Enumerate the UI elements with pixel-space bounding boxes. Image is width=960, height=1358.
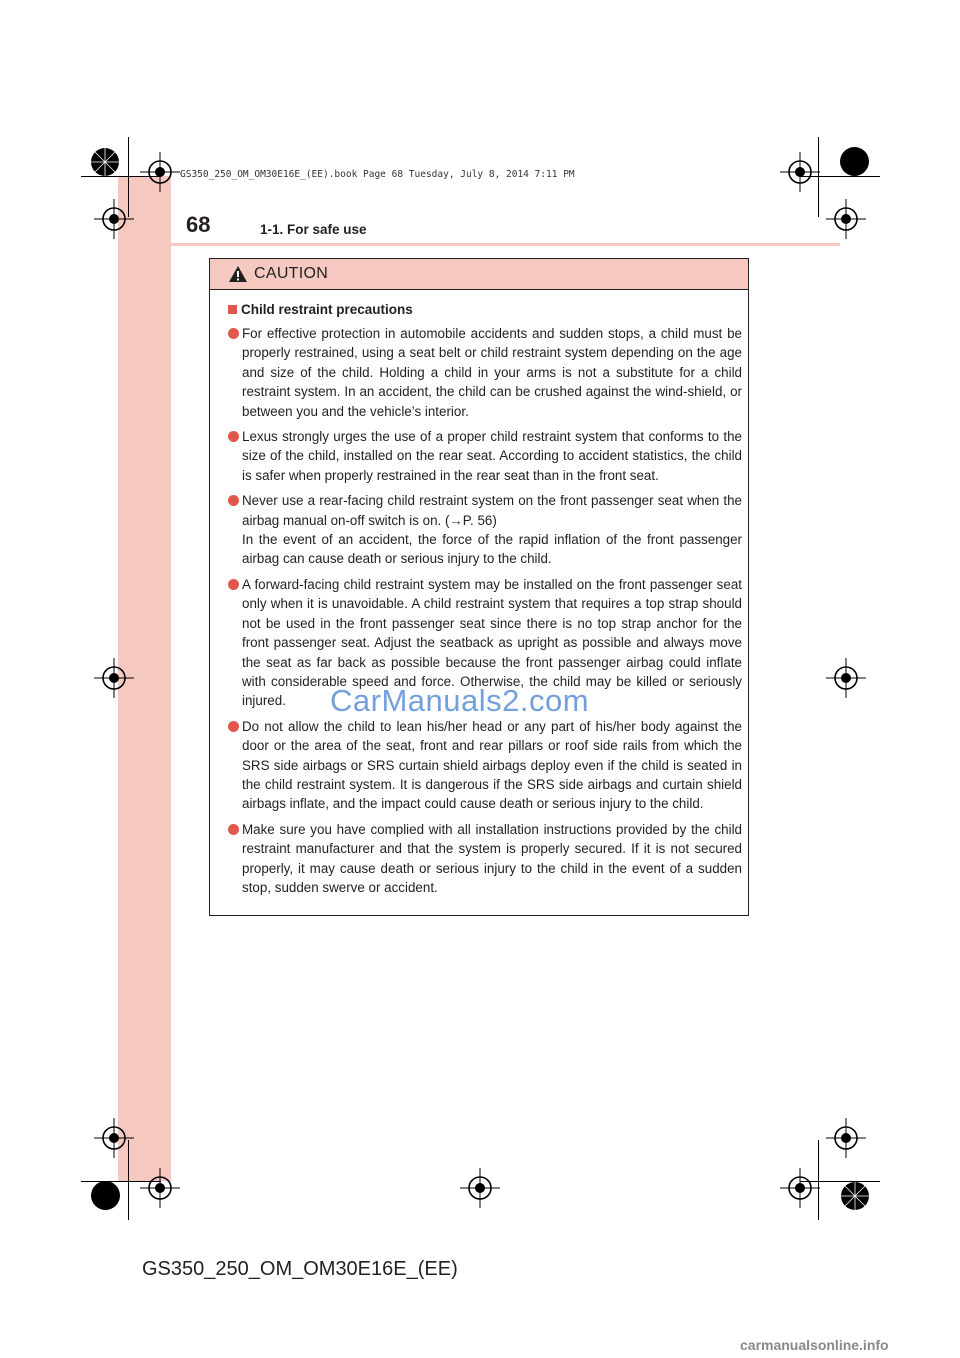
- bullet-dot-icon: [228, 824, 239, 835]
- list-item: [228, 717, 742, 814]
- header-rule: [118, 243, 840, 246]
- bullet-text: Lexus strongly urges the use of a proper child restraint system that conforms to the size of the child, installed on the rear seat. According to accident statistics, the child is safer when properly restrained in the rear seat than in the front seat.: [242, 429, 742, 483]
- page-number: 68: [186, 212, 211, 237]
- bullet-dot-icon: [228, 431, 239, 442]
- caution-title: CAUTION: [254, 265, 329, 282]
- registration-mark-icon: [826, 1118, 866, 1158]
- caution-subheading: [228, 302, 742, 317]
- registration-mark-icon: [94, 1118, 134, 1158]
- caution-header: [210, 259, 748, 290]
- registration-mark-icon: [94, 658, 134, 698]
- section-title: 1-1. For safe use: [260, 222, 367, 237]
- bullet-text: A forward-facing child restraint system may be installed on the front passenger seat only when it is unavoidable. A child restraint system that requires a top strap should not be used in the front passenger seat since there is no top strap anchor for the front passenger seat. Adjust the seatback as upright as possible and always move the seat as far back as possible because the front passenger airbag could inflate with considerable speed and force. Otherwise, the child may be killed or seriously injured.: [242, 576, 742, 709]
- watermark: CarManuals2.com: [330, 683, 590, 718]
- list-item: [228, 427, 742, 485]
- corner-dot: [840, 147, 869, 176]
- site-watermark: carmanualsonline.info: [740, 1337, 889, 1353]
- starburst-mark-icon: [840, 1181, 870, 1211]
- corner-dot: [91, 1181, 120, 1210]
- warning-triangle-icon: [228, 265, 248, 283]
- registration-mark-icon: [140, 152, 180, 192]
- bullet-text: For effective protection in automobile accidents and sudden stops, a child must be properly restrained, using a seat belt or child restraint system depending on the age and size of the child. Holding a child in your arms is not a substitute for a child restraint system. In an accident, the child can be crushed against the wind-shield, or between you and the vehicle’s interior.: [242, 326, 742, 419]
- bullet-dot-icon: [228, 495, 239, 506]
- square-bullet-icon: [228, 305, 237, 314]
- bullet-text: Make sure you have complied with all installation instructions provided by the child restraint manufacturer and that the system is properly secured. If it is not secured properly, it may cause death or serious injury to the child in the event of a sudden stop, sudden swerve or accident.: [242, 821, 742, 895]
- caution-box: [209, 258, 749, 916]
- registration-mark-icon: [460, 1168, 500, 1208]
- registration-mark-icon: [780, 152, 820, 192]
- list-item: [228, 324, 742, 421]
- print-info: GS350_250_OM_OM30E16E_(EE).book Page 68 Tuesday, July 8, 2014 7:11 PM: [180, 169, 575, 180]
- registration-mark-icon: [94, 199, 134, 239]
- bullet-text: Never use a rear-facing child restraint system on the front passenger seat when the airbag manual on-off switch is on. (→P. 56): [242, 493, 742, 528]
- bullet-dot-icon: [228, 721, 239, 732]
- registration-mark-icon: [826, 658, 866, 698]
- list-item: [228, 820, 742, 898]
- starburst-mark-icon: [90, 147, 120, 177]
- registration-mark-icon: [826, 199, 866, 239]
- bullet-dot-icon: [228, 328, 239, 339]
- subheading-text: Child restraint precautions: [241, 302, 413, 317]
- registration-mark-icon: [780, 1168, 820, 1208]
- bullet-text: Do not allow the child to lean his/her head or any part of his/her body against the door or the area of the seat, front and rear pillars or roof side rails from which the SRS side airbags or SRS curtain shield airbags deploy even if the child is seated in the child restraint system. It is dangerous if the SRS side airbags and curtain shield airbags inflate, and the impact could cause death or serious injury to the child.: [242, 718, 742, 812]
- caution-body: [210, 290, 748, 897]
- registration-mark-icon: [140, 1168, 180, 1208]
- bullet-dot-icon: [228, 579, 239, 590]
- list-item: [228, 491, 742, 569]
- footer-document-id: GS350_250_OM_OM30E16E_(EE): [142, 1258, 458, 1280]
- bullet-text-continued: In the event of an accident, the force of the rapid inflation of the front passenger airbag can cause death or serious injury to the child.: [242, 532, 742, 567]
